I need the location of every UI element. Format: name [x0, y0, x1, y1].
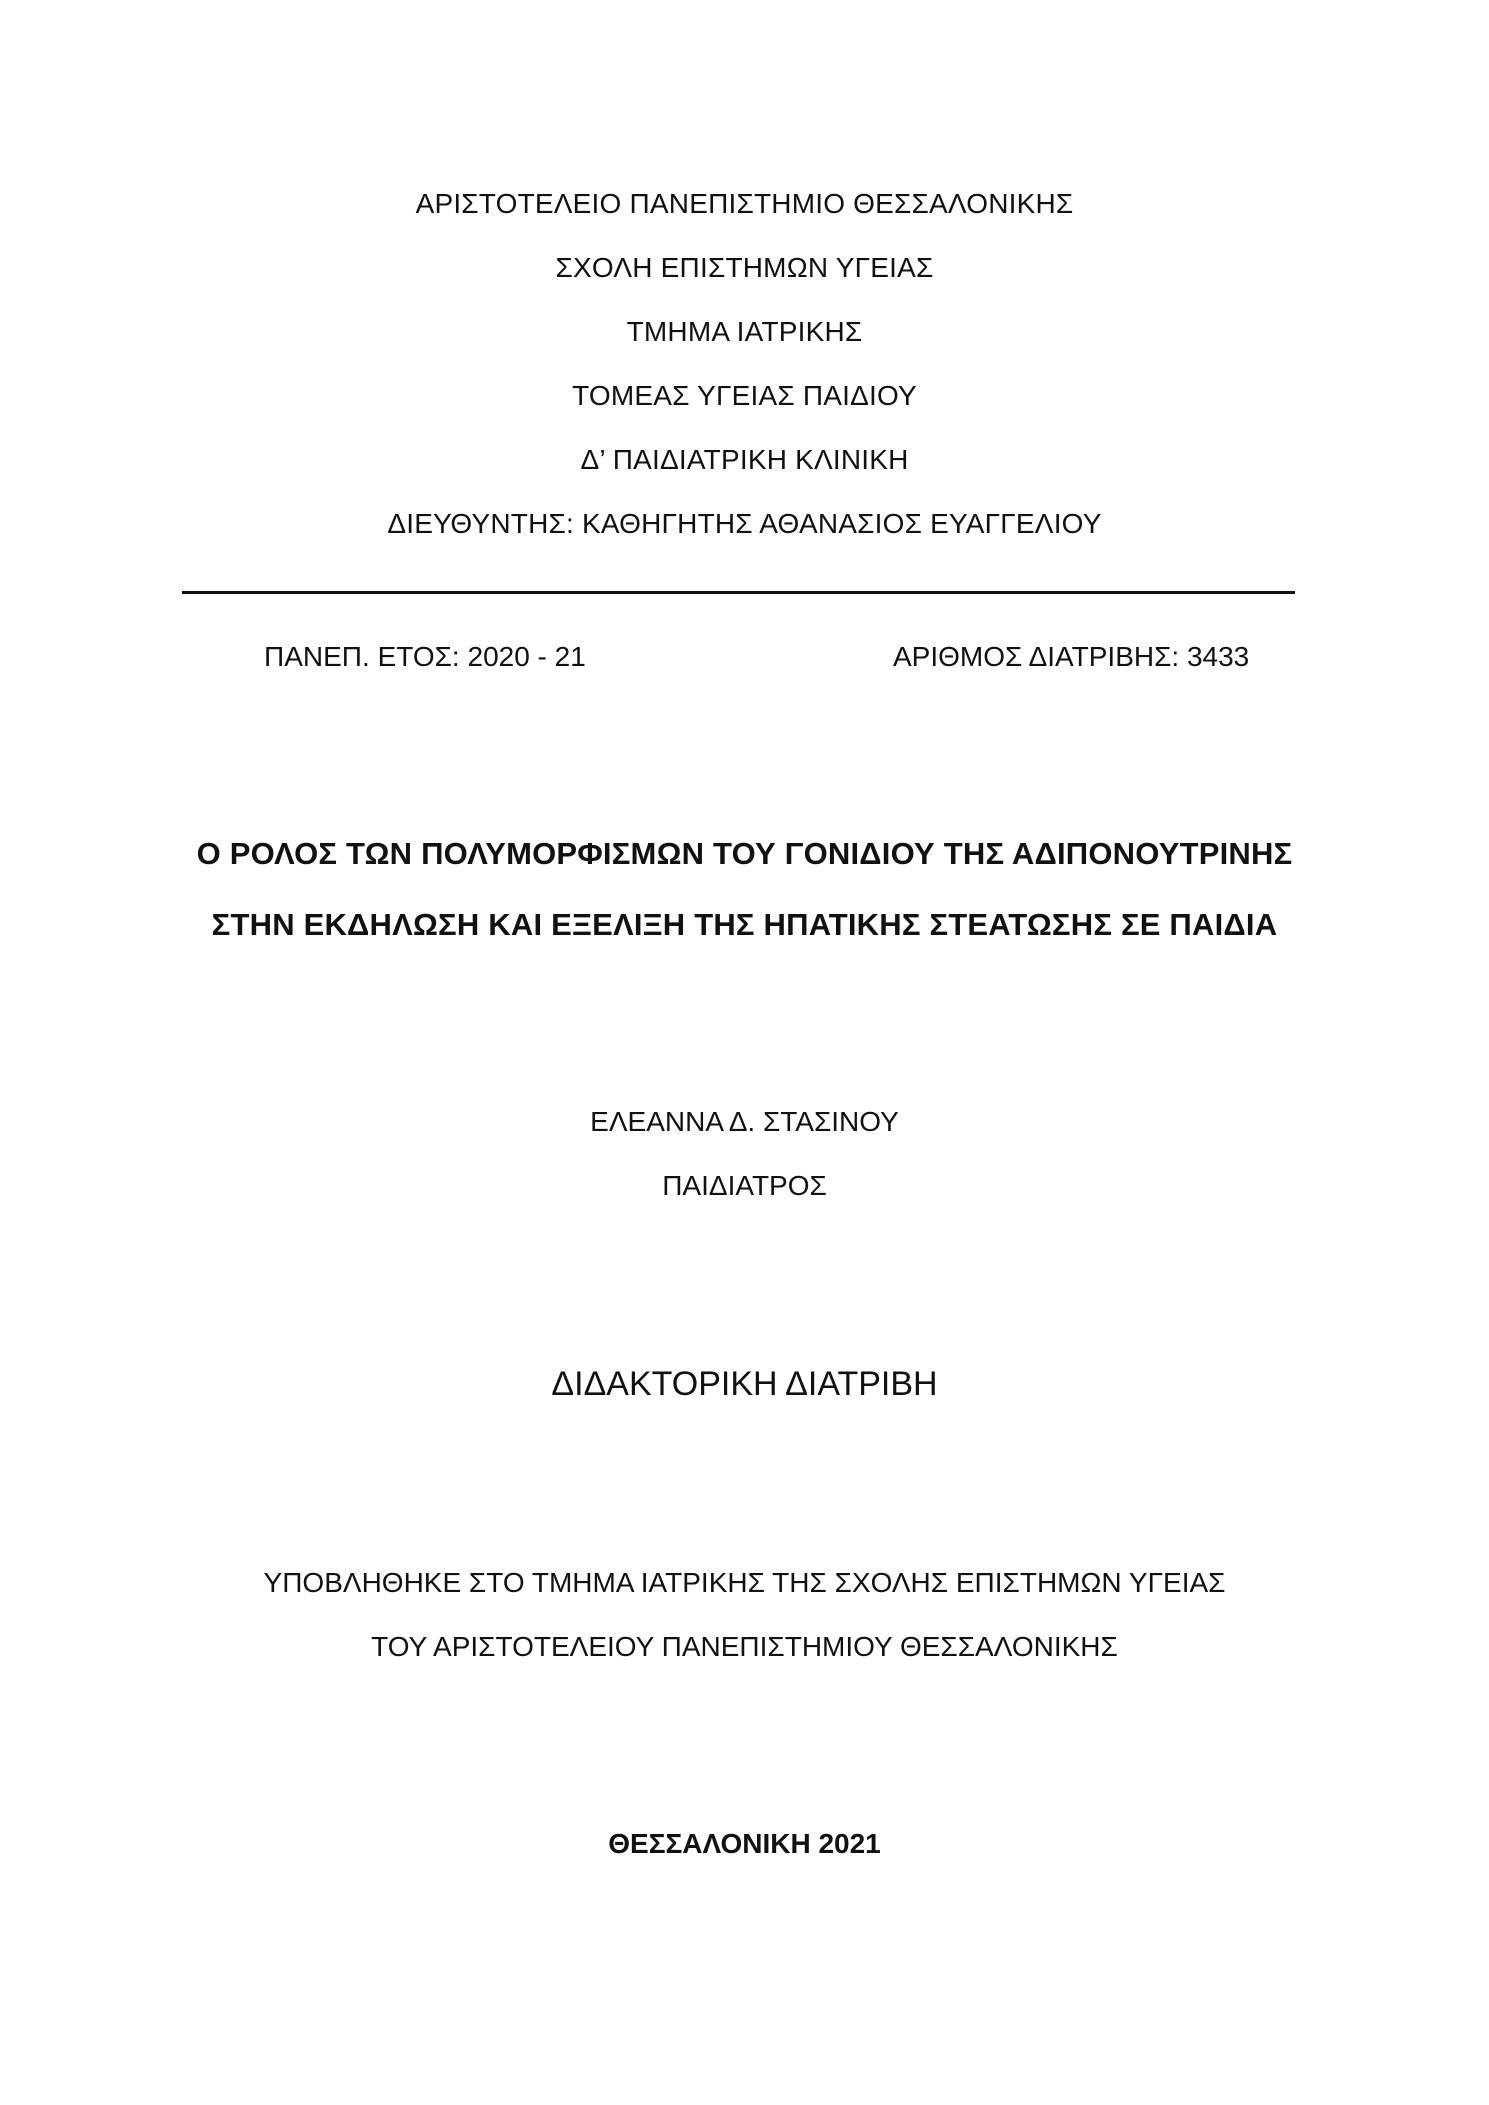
clinic-name: Δ’ ΠΑΙΔΙΑΤΡΙΚΗ ΚΛΙΝΙΚΗ	[580, 444, 909, 475]
submission-line-2: ΤΟΥ ΑΡΙΣΤΟΤΕΛΕΙΟΥ ΠΑΝΕΠΙΣΤΗΜΙΟΥ ΘΕΣΣΑΛΟΝΙΚΗΣ	[371, 1631, 1118, 1662]
author-name: ΕΛΕΑΝΝΑ Δ. ΣΤΑΣΙΝΟΥ	[590, 1106, 899, 1137]
header-divider	[182, 591, 1295, 594]
author-profession: ΠΑΙΔΙΑΤΡΟΣ	[662, 1170, 827, 1201]
degree-type: ΔΙΔΑΚΤΟΡΙΚΗ ΔΙΑΤΡΙΒΗ	[551, 1365, 938, 1403]
university-name: ΑΡΙΣΤΟΤΕΛΕΙΟ ΠΑΝΕΠΙΣΤΗΜΙΟ ΘΕΣΣΑΛΟΝΙΚΗΣ	[415, 188, 1074, 219]
school-name: ΣΧΟΛΗ ΕΠΙΣΤΗΜΩΝ ΥΓΕΙΑΣ	[555, 252, 934, 283]
thesis-title-line-1: Ο ΡΟΛΟΣ ΤΩΝ ΠΟΛΥΜΟΡΦΙΣΜΩΝ ΤΟΥ ΓΟΝΙΔΙΟΥ ΤΗΣ ΑΔΙΠΟΝΟΥΤΡΙΝΗΣ	[196, 836, 1293, 871]
academic-year: ΠΑΝΕΠ. ΕΤΟΣ: 2020 - 21	[264, 641, 586, 672]
submission-line-1: ΥΠΟΒΛΗΘΗΚΕ ΣΤΟ ΤΜΗΜΑ ΙΑΤΡΙΚΗΣ ΤΗΣ ΣΧΟΛΗΣ ΕΠΙΣΤΗΜΩΝ ΥΓΕΙΑΣ	[263, 1567, 1226, 1598]
director-line: ΔΙΕΥΘΥΝΤΗΣ: ΚΑΘΗΓΗΤΗΣ ΑΘΑΝΑΣΙΟΣ ΕΥΑΓΓΕΛΙΟΥ	[387, 508, 1102, 539]
sector-name: ΤΟΜΕΑΣ ΥΓΕΙΑΣ ΠΑΙΔΙΟΥ	[572, 380, 917, 411]
city-year: ΘΕΣΣΑΛΟΝΙΚΗ 2021	[608, 1828, 881, 1859]
department-name: ΤΜΗΜΑ ΙΑΤΡΙΚΗΣ	[626, 316, 863, 347]
thesis-title-line-2: ΣΤΗΝ ΕΚΔΗΛΩΣΗ ΚΑΙ ΕΞΕΛΙΞΗ ΤΗΣ ΗΠΑΤΙΚΗΣ ΣΤΕΑΤΩΣΗΣ ΣΕ ΠΑΙΔΙΑ	[211, 907, 1278, 942]
thesis-number: ΑΡΙΘΜΟΣ ΔΙΑΤΡΙΒΗΣ: 3433	[893, 641, 1250, 672]
